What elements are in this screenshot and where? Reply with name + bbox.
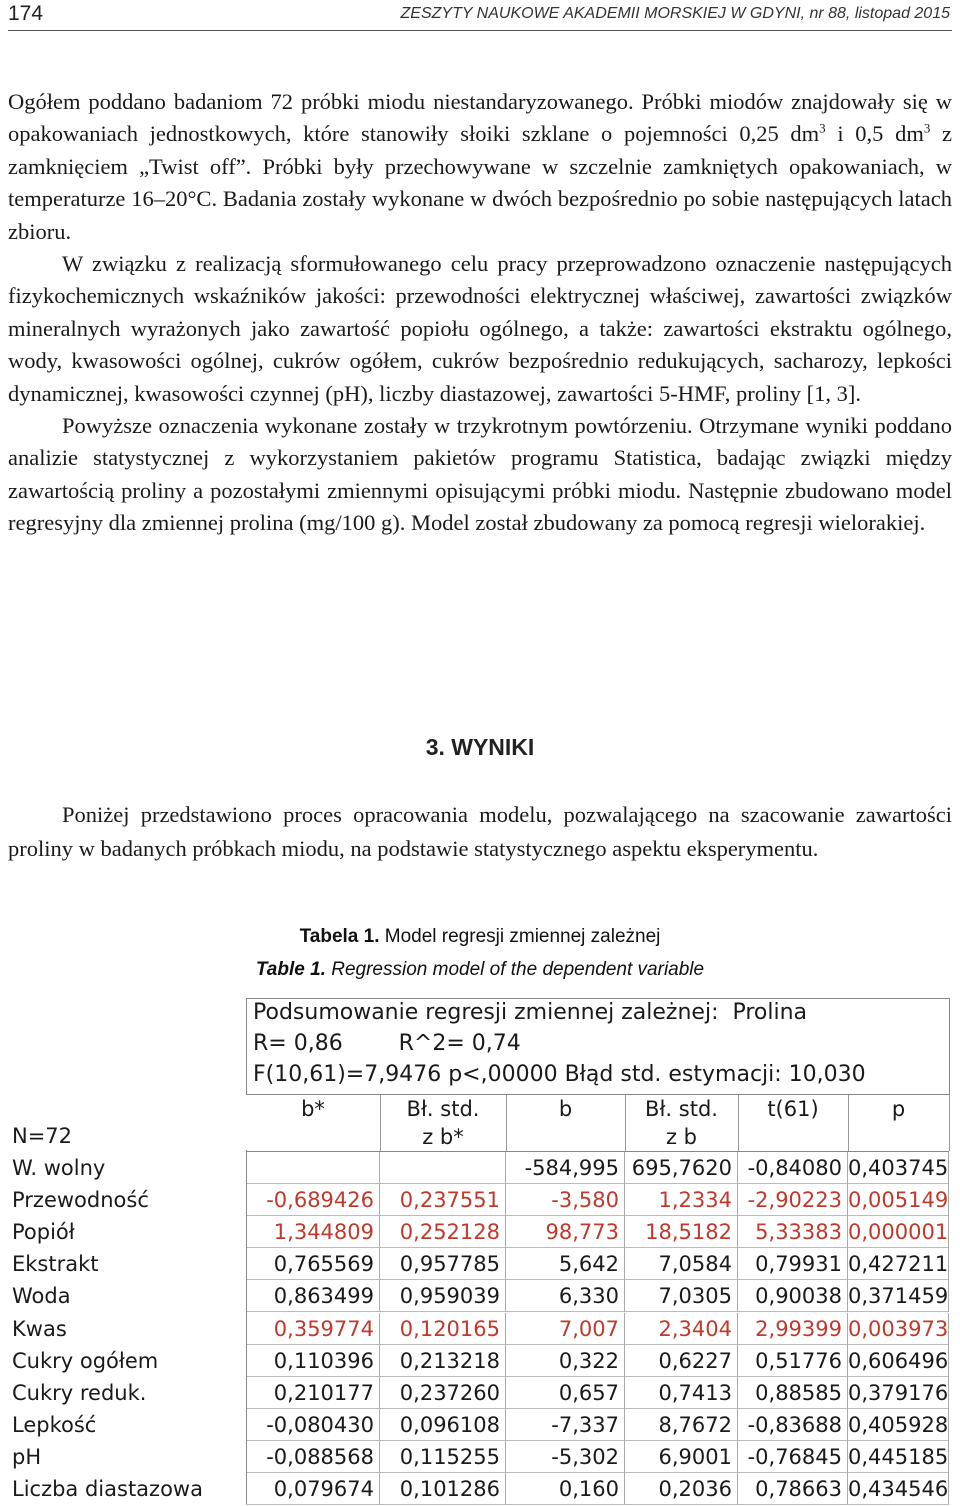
row-label: Ekstrakt [12, 1252, 99, 1277]
row-label: Cukry reduk. [12, 1380, 147, 1405]
table-cell: 0,6227 [625, 1345, 738, 1377]
table-row [8, 1473, 949, 1505]
row-label: Kwas [12, 1316, 67, 1341]
table-cell: 695,7620 [625, 1152, 738, 1184]
table-row [8, 1313, 949, 1345]
table-cell: -7,337 [506, 1409, 625, 1441]
row-label: W. wolny [12, 1156, 106, 1180]
table-cell: 0,959039 [380, 1280, 506, 1312]
table-cell: 98,773 [506, 1216, 625, 1248]
table-cell: 0,51776 [738, 1345, 848, 1377]
table-row [8, 1377, 949, 1409]
n-label: N=72 [12, 1124, 73, 1148]
table-row [8, 1409, 949, 1441]
table-cell: 6,9001 [625, 1441, 738, 1473]
regression-table [8, 998, 948, 1504]
table-cell: 0,120165 [380, 1313, 506, 1345]
paragraph-samples: Ogółem poddano badaniom 72 próbki miodu niestandaryzowanego. Próbki miodów znajdowały się w opakowaniach jednostkowych, które stanowiły słoiki szklane o pojemności 0,25 $dm^3$ i 0,5 $dm^3$ z zamknięciem „Twist off”. Próbki były przechowywane w szczelnie zamkniętych opakowaniach, w temperaturze 16–20°C. Badania zostały wykonane w dwóch bezpośrednio po sobie następujących latach zbioru. [8, 89, 952, 244]
paragraph-analysis: Powyższe oznaczenia wykonane zostały w trzykrotnym powtórzeniu. Otrzymane wyniki poddano analizie statystycznej z wykorzystaniem pakietów programu Statistica, badając związki między zawartością proliny a pozostałymi zmiennymi opisującymi próbki miodu. Następnie zbudowano model regresyjny dla zmiennej prolina (mg/100 g). Model został zbudowany za pomocą regresji wielorakiej. [8, 413, 952, 536]
table-row [8, 1184, 949, 1216]
table-row [8, 1441, 949, 1473]
column-header [625, 1095, 739, 1151]
table-cell: 0,237260 [380, 1377, 506, 1409]
table-cell: -0,080430 [246, 1409, 380, 1441]
table-cell: 0,213218 [380, 1345, 506, 1377]
column-header-line1: Bł. std. [406, 1097, 480, 1121]
table-row [8, 1280, 949, 1312]
table-cell: 0,003973 [848, 1313, 949, 1345]
column-header [380, 1095, 507, 1151]
table-cell: 0,7413 [625, 1377, 738, 1409]
table-cell: 0,403745 [848, 1152, 949, 1184]
column-header-line2: z b* [422, 1125, 464, 1149]
column-headers [246, 1094, 949, 1152]
table-cell: 0,110396 [246, 1345, 380, 1377]
page-number: 174 [8, 2, 44, 25]
table-caption-en: Table 1. Regression model of the dependent variable [255, 959, 705, 980]
column-header-line1: t(61) [767, 1097, 819, 1121]
table-cell: -0,689426 [246, 1184, 380, 1216]
table-cell: 7,0584 [625, 1248, 738, 1280]
table-cell: -584,995 [506, 1152, 625, 1184]
table-row [8, 1248, 949, 1280]
table-cell: 2,3404 [625, 1313, 738, 1345]
row-label: Liczba diastazowa [12, 1477, 203, 1501]
row-label: pH [12, 1444, 42, 1469]
paragraph-results: Poniżej przedstawiono proces opracowania modelu, pozwalającego na szacowanie zawartości proliny w badanych próbkach miodu, na podstawie statystycznego aspektu eksperymentu. [8, 802, 952, 861]
column-header [738, 1095, 849, 1151]
table-cell: 2,99399 [738, 1313, 848, 1345]
table-cell: 0,445185 [848, 1441, 949, 1473]
table-cell: 0,90038 [738, 1280, 848, 1312]
table-cell: 8,7672 [625, 1409, 738, 1441]
table-cell: 7,0305 [625, 1280, 738, 1312]
table-divider [246, 1150, 247, 1504]
table-row [8, 1152, 949, 1184]
table-row [8, 1345, 949, 1377]
regression-summary [246, 998, 950, 1095]
row-label: Woda [12, 1284, 71, 1309]
running-header [8, 0, 952, 31]
table-cell: 0,359774 [246, 1313, 380, 1345]
table-cell: 0,005149 [848, 1184, 949, 1216]
methods-text [8, 86, 952, 540]
summary-title: Podsumowanie regresji zmiennej zależnej: Prolina [253, 1000, 808, 1025]
table-cell: 0,427211 [848, 1248, 949, 1280]
row-label: Lepkość [12, 1412, 97, 1437]
table-cell: 0,237551 [380, 1184, 506, 1216]
table-cell: 0,765569 [246, 1248, 380, 1280]
table-cell: -0,088568 [246, 1441, 380, 1473]
row-label: Popiół [12, 1220, 75, 1245]
row-label: Przewodność [12, 1188, 149, 1213]
superscript: 3 [923, 120, 931, 136]
column-header-line1: b [558, 1097, 573, 1121]
table-row [8, 1216, 949, 1248]
table-cell: 0,957785 [380, 1248, 506, 1280]
paragraph-indicators: W związku z realizacją sformułowanego celu pracy przeprowadzono oznaczenie następujących fizykochemicznych wskaźników jakości: przewodności elektrycznej właściwej, zawartości związków mineralnych wyrażonych jako zawartość popiołu ogólnego, a także: zawartości ekstraktu ogólnego, wody, kwasowości ogólnej, cukrów ogółem, cukrów bezpośrednio redukujących, sacharozy, lepkości dynamicznej, kwasowości czynnej (pH), liczby diastazowej, zawartości 5-HMF, proliny [1, 3]. [8, 251, 952, 406]
table-cell: 0,096108 [380, 1409, 506, 1441]
table-cell: -3,580 [506, 1184, 625, 1216]
table-cell: 0,405928 [848, 1409, 949, 1441]
table-cell: 0,115255 [380, 1441, 506, 1473]
table-cell: 0,657 [506, 1377, 625, 1409]
summary-f: F(10,61)=7,9476 p<,00000 Błąd std. estymacji: 10,030 [253, 1062, 866, 1087]
table-cell: -0,83688 [738, 1409, 848, 1441]
column-header-line1: Bł. std. [645, 1097, 718, 1121]
table-cell: 0,210177 [246, 1377, 380, 1409]
table-cell: 0,160 [506, 1473, 625, 1505]
column-header [506, 1095, 626, 1151]
table-cell: 0,252128 [380, 1216, 506, 1248]
table-cell: 0,101286 [380, 1473, 506, 1505]
table-cell: 5,642 [506, 1248, 625, 1280]
section-heading: 3. WYNIKI [425, 734, 535, 760]
table-cell: 0,322 [506, 1345, 625, 1377]
column-header [848, 1095, 950, 1151]
table-cell: 18,5182 [625, 1216, 738, 1248]
journal-title: ZESZYTY NAUKOWE AKADEMII MORSKIEJ W GDYNI, nr 88, listopad 2015 [400, 5, 950, 22]
table-cell: 0,379176 [848, 1377, 949, 1409]
results-text [8, 798, 952, 866]
table-cell: 0,2036 [625, 1473, 738, 1505]
column-header [246, 1095, 381, 1151]
table-cell [380, 1152, 506, 1184]
table-cell: 1,2334 [625, 1184, 738, 1216]
table-cell: 0,78663 [738, 1473, 848, 1505]
column-header-line2: z b [665, 1125, 698, 1149]
superscript: 3 [819, 120, 826, 136]
row-label: Cukry ogółem [12, 1348, 159, 1373]
column-header-line1: b* [301, 1097, 325, 1121]
column-header-line1: p [891, 1097, 906, 1121]
table-cell: 0,88585 [738, 1377, 848, 1409]
table-cell: -5,302 [506, 1441, 625, 1473]
table-cell: 0,000001 [848, 1216, 949, 1248]
table-cell: 0,079674 [246, 1473, 380, 1505]
table-cell: 6,330 [506, 1280, 625, 1312]
summary-r: R= 0,86 R^2= 0,74 [253, 1031, 521, 1056]
table-cell: 0,434546 [848, 1473, 949, 1505]
table-cell: 7,007 [506, 1313, 625, 1345]
table-cell: 0,863499 [246, 1280, 380, 1312]
table-cell: 1,344809 [246, 1216, 380, 1248]
table-cell: -2,90223 [738, 1184, 848, 1216]
table-cell [246, 1152, 380, 1184]
table-cell: -0,84080 [738, 1152, 848, 1184]
table-cell: 0,79931 [738, 1248, 848, 1280]
table-caption-pl: Tabela 1. Model regresji zmiennej zależnej [299, 926, 661, 947]
table-cell: -0,76845 [738, 1441, 848, 1473]
table-cell: 5,33383 [738, 1216, 848, 1248]
table-cell: 0,371459 [848, 1280, 949, 1312]
table-cell: 0,606496 [848, 1345, 949, 1377]
